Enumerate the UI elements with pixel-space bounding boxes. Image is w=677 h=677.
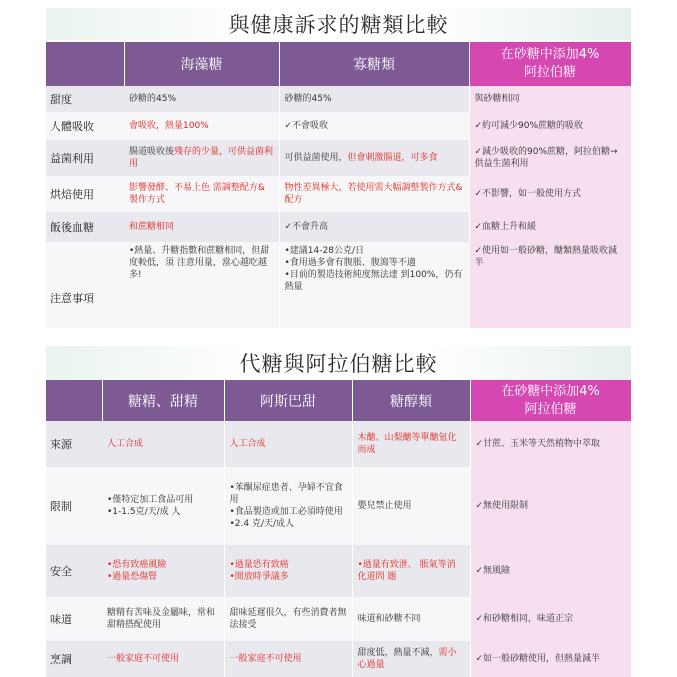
table-cell: ✓無使用限制 — [470, 467, 631, 545]
bottom-panel — [46, 346, 631, 677]
table-row — [46, 641, 631, 677]
table-cell — [279, 140, 469, 176]
table-cell: •過量恐有致癌 •開放時爭議多 — [224, 545, 352, 597]
table-cell: •恐有致癌風險 •過量恐傷腎 — [102, 545, 224, 597]
table-cell: 會吸收，熱量100% — [124, 112, 279, 140]
table-cell: ✓無風險 — [470, 545, 631, 597]
bottom-header-aspartame: 阿斯巴甜 — [224, 380, 352, 421]
top-table — [46, 42, 632, 328]
row-label: 注意事項 — [46, 242, 124, 328]
row-label: 限制 — [46, 467, 102, 545]
bottom-title: 代糖與阿拉伯糖比較 — [46, 346, 631, 380]
table-cell: 人工合成 — [102, 421, 224, 467]
table-row — [46, 86, 631, 112]
table-cell: 糖精有苦味及金屬味，常和甜精搭配使用 — [102, 597, 224, 641]
table-cell — [124, 140, 279, 176]
row-label: 人體吸收 — [46, 112, 124, 140]
table-row — [46, 176, 631, 212]
table-row — [46, 421, 631, 467]
top-header-trehalose: 海藻糖 — [124, 42, 279, 86]
table-cell: 影響發酵、不易上色 需調整配方&製作方式 — [124, 176, 279, 212]
bottom-header-saccharin: 糖精、甜精 — [102, 380, 224, 421]
table-cell: 與砂糖相同 — [469, 86, 631, 112]
table-cell: ✓和砂糖相同，味道正宗 — [470, 597, 631, 641]
table-cell: •僅特定加工食品可用 •1-1.5克/天/成 人 — [102, 467, 224, 545]
top-header-arabinose: 在砂糖中添加4% 阿拉伯糖 — [469, 42, 631, 86]
table-cell: ✓不會升高 — [279, 212, 469, 242]
cell-text-red: 需小心過量 — [357, 647, 457, 671]
table-row — [46, 545, 631, 597]
table-row — [46, 140, 631, 176]
table-cell: 人工合成 — [224, 421, 352, 467]
top-header-oligosaccharide: 寡糖類 — [279, 42, 469, 86]
row-label: 益菌利用 — [46, 140, 124, 176]
bottom-header-row — [46, 380, 631, 421]
bottom-table — [46, 380, 632, 677]
table-row — [46, 467, 631, 545]
table-cell: 砂糖的45% — [124, 86, 279, 112]
top-header-row — [46, 42, 631, 86]
top-panel — [46, 4, 631, 334]
cell-text: 甜度低，熱量不減， — [357, 647, 439, 658]
table-cell: ✓血糖上升和緩 — [469, 212, 631, 242]
table-cell: ✓使用如一般砂糖，醣類熱量吸收減半 — [469, 242, 631, 328]
row-label: 來源 — [46, 421, 102, 467]
table-cell: ✓甘蔗、玉米等天然植物中萃取 — [470, 421, 631, 467]
cell-text-red: 殘存的少量，可供益菌利用 — [129, 146, 274, 169]
table-cell: 物性差異極大，若使用需大幅調整製作方式& 配方 — [279, 176, 469, 212]
table-cell: 砂糖的45% — [279, 86, 469, 112]
table-cell: •熱量、升糖指數和蔗糖相同，但甜度較低，須 注意用量，當心越吃越 多! — [124, 242, 279, 328]
table-cell: 一般家庭不可使用 — [102, 641, 224, 677]
cell-text: 腸道吸收後 — [129, 146, 175, 157]
row-label: 安全 — [46, 545, 102, 597]
row-label: 烘焙使用 — [46, 176, 124, 212]
cell-text: 可供益菌使用， — [284, 152, 348, 163]
table-cell: ✓不會吸收 — [279, 112, 469, 140]
bottom-header-sugar-alcohol: 糖醇類 — [352, 380, 470, 421]
table-cell: 嬰兒禁止使用 — [352, 467, 470, 545]
table-cell: ✓約可減少90%蔗糖的吸收 — [469, 112, 631, 140]
table-cell: •建議14-28公克/日 •食用過多會有腹脹、腹瀉等不適 •目前的製造技術純度無法達 到100%，仍有熱量 — [279, 242, 469, 328]
table-cell: 和蔗糖相同 — [124, 212, 279, 242]
table-cell: 木醣、山梨醣等單醣氫化而成 — [352, 421, 470, 467]
table-cell: 味道和砂糖不同 — [352, 597, 470, 641]
top-header-empty — [46, 42, 124, 86]
table-cell: •苯酮尿症患者、孕婦不宜食用 •食品製造或加工必須時使用 •2.4 克/天/成人 — [224, 467, 352, 545]
table-row — [46, 597, 631, 641]
table-cell: 一般家庭不可使用 — [224, 641, 352, 677]
row-label: 味道 — [46, 597, 102, 641]
table-cell — [352, 641, 470, 677]
table-row — [46, 212, 631, 242]
table-cell: •過量有致泄、 脹氣等消化道問 題 — [352, 545, 470, 597]
table-cell: ✓減少吸收的90%蔗糖，阿拉伯糖→供益生菌利用 — [469, 140, 631, 176]
table-cell: 甜味延遲很久，有些消費者無法接受 — [224, 597, 352, 641]
top-title: 與健康訴求的糖類比較 — [46, 8, 631, 40]
table-row — [46, 242, 631, 328]
cell-text-red: 但會刺激腸道，可多食 — [347, 152, 438, 163]
table-cell: ✓如一般砂糖使用，但熱量減半 — [470, 641, 631, 677]
row-label: 烹調 — [46, 641, 102, 677]
table-row — [46, 112, 631, 140]
row-label: 飯後血糖 — [46, 212, 124, 242]
table-cell: ✓不影響，如一般使用方式 — [469, 176, 631, 212]
bottom-header-arabinose: 在砂糖中添加4% 阿拉伯糖 — [470, 380, 631, 421]
bottom-header-empty — [46, 380, 102, 421]
row-label: 甜度 — [46, 86, 124, 112]
